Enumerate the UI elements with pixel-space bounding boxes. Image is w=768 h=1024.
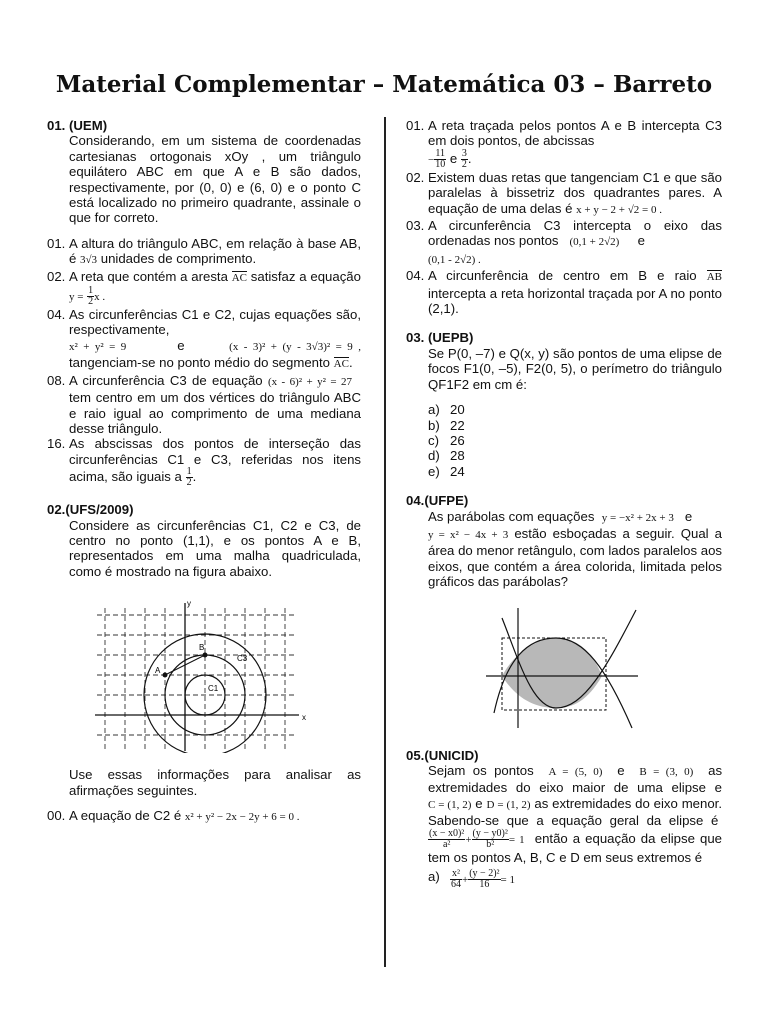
period: . <box>192 469 197 485</box>
fraction <box>428 829 465 850</box>
q2-statement-04 <box>406 268 722 316</box>
fraction-denominator: 2 <box>186 477 192 489</box>
period: . <box>348 355 353 371</box>
q2-statement-02 <box>406 170 722 218</box>
math-expr: y = <box>69 291 84 304</box>
math-expr: y = x² − 4x + 3 <box>428 528 509 541</box>
fraction-denominator: 2 <box>461 158 467 170</box>
fraction-numerator: 11 <box>435 147 446 159</box>
question-03-header: 03. (UEPB) <box>406 330 474 346</box>
math-expr: D = (1, 2) <box>486 798 531 811</box>
fraction-numerator: (y − 2)² <box>469 868 500 879</box>
statement-text: A altura do triângulo ABC, em relação à base AB, é <box>69 235 361 267</box>
math-expr: x + y − 2 + √2 = 0 . <box>576 203 662 216</box>
segment-ac: AC <box>231 271 247 284</box>
q1-statement-02 <box>47 269 361 307</box>
fraction-denominator: 64 <box>451 879 461 890</box>
q1-statement-16 <box>47 436 361 488</box>
point-b <box>203 653 208 658</box>
math-expr: x² + y² − 2x − 2y + 6 = 0 . <box>184 810 300 823</box>
item-number: 08. <box>47 372 66 388</box>
option-letter: a) <box>428 402 440 418</box>
page-title: Material Complementar – Matemática 03 – Barreto <box>55 71 713 98</box>
item-number: 04. <box>47 307 66 323</box>
question-03-intro: Se P(0, –7) e Q(x, y) são pontos de uma elipse de focos F1(0, –5), F2(0, 5), o perímetro do triângulo QF1F2 em cm é: <box>428 345 722 392</box>
math-expr: C = (1, 2) <box>428 798 472 811</box>
statement-text: As abscissas dos pontos de interseção das circunferências C1 e C3, referidas nos itens acima, são iguais a <box>69 436 361 485</box>
fraction <box>186 467 193 488</box>
statement-text: tangenciam-se no ponto médio do segmento <box>69 355 330 371</box>
question-02-after: Use essas informações para analisar as afirmações seguintes. <box>69 767 361 798</box>
option-value: 20 <box>450 402 465 418</box>
q2-statement-03 <box>406 218 722 268</box>
fraction-numerator: 3 <box>461 147 467 159</box>
option-value: 26 <box>450 432 465 448</box>
fraction-denominator: 16 <box>479 879 490 890</box>
circle-c1-label: C1 <box>208 684 219 694</box>
statement-text: as extremidades do eixo maior de uma elipse e <box>428 762 723 796</box>
option-letter: a) <box>428 869 440 884</box>
question-04-header: 04.(UFPE) <box>406 493 469 509</box>
plus-sign: + <box>465 833 472 846</box>
statement-text: A circunferência C3 de equação <box>69 372 263 388</box>
option-letter: b) <box>428 417 440 433</box>
item-number: 03. <box>406 218 425 234</box>
item-number: 00. <box>47 807 66 823</box>
option-letter: c) <box>428 432 439 448</box>
statement-text: as extremidades do eixo menor. Sabendo-se que a equação geral da elipse é <box>428 795 723 829</box>
statement-text: tem centro em um dos vértices do triângulo ABC e raio igual ao comprimento de uma mediana desse triângulo. <box>69 390 361 436</box>
column-divider <box>384 117 386 967</box>
question-01-header: 01. (UEM) <box>47 118 108 133</box>
statement-text: satisfaz a equação <box>250 268 361 284</box>
y-axis-label: y <box>187 599 191 609</box>
fraction-numerator: x² <box>452 868 460 879</box>
statement-text: As parábolas com equações <box>428 508 595 524</box>
statement-text: e <box>449 150 458 166</box>
fraction-denominator: 2 <box>88 296 94 308</box>
option-letter: e) <box>428 463 440 479</box>
item-number: 01. <box>47 235 66 251</box>
statement-text: As circunferências C1 e C2, cujas equações são, respectivamente, <box>69 307 361 338</box>
statement-text: e <box>617 762 625 778</box>
statement-text: e <box>475 795 483 811</box>
statement-text: A circunferência C3 intercepta o eixo das ordenadas nos pontos <box>428 218 722 249</box>
point-a <box>163 673 168 678</box>
statement-text: então a equação da elipse que tem os pontos A, B, C e D em seus extremos é <box>428 830 722 865</box>
fraction-numerator: 1 <box>186 466 192 478</box>
x-axis-label: x <box>302 713 306 723</box>
fraction <box>472 829 509 850</box>
item-number: 02. <box>47 268 66 284</box>
fraction-numerator: (x − x0)² <box>429 827 465 839</box>
fraction-denominator: 10 <box>435 158 446 170</box>
fraction-denominator: b² <box>486 838 495 850</box>
math-expr: B = (3, 0) <box>639 765 694 778</box>
right-column <box>406 118 722 890</box>
plus-sign: + <box>462 873 469 886</box>
shaded-region <box>502 638 602 708</box>
fraction-numerator: 1 <box>88 285 94 297</box>
statement-text: A reta traçada pelos pontos A e B intercepta C3 em dois pontos, de abcissas <box>428 118 722 149</box>
question-05-text <box>406 763 722 865</box>
point-b-label: B <box>199 643 205 653</box>
math-expr: (0,1 + 2√2) <box>569 236 620 249</box>
fraction <box>461 149 468 170</box>
statement-text: intercepta a reta horizontal traçada por A no ponto (2,1). <box>428 285 722 317</box>
question-03-option <box>406 464 722 479</box>
statement-text: A equação de C2 é <box>69 807 182 823</box>
statement-text: e <box>177 337 185 353</box>
question-03-option <box>406 418 722 433</box>
option-value: 24 <box>450 463 465 479</box>
question-01-intro: Considerando, em um sistema de coordenadas cartesianas ortogonais xOy , um triângulo equilátero ABC em que A e B são dados, respectivamente, por (0, 0) e (6, 0) e o ponto C está localizado no primeiro quadrante, assinale o que for correto. <box>69 133 361 226</box>
segment-ab: AB <box>706 271 722 284</box>
math-expr: A = (5, 0) <box>548 765 603 778</box>
question-02-intro: Considere as circunferências C1, C2 e C3, de centro no ponto (1,1), e os pontos A e B, representados em uma malha quadriculada, como é mostrado na figura abaixo. <box>69 517 361 579</box>
math-expr: x² + y² = 9 <box>69 340 127 353</box>
statement-text: e <box>637 233 646 249</box>
statement-text: e <box>684 508 693 524</box>
segment-ac: AC <box>333 358 349 371</box>
statement-text: A circunferência de centro em B e raio <box>428 268 697 284</box>
fraction <box>468 869 500 890</box>
fraction <box>434 149 446 170</box>
question-05-option-a <box>406 869 722 890</box>
question-04-text <box>406 509 722 590</box>
option-letter: d) <box>428 448 440 464</box>
question-02-header: 02.(UFS/2009) <box>47 502 134 518</box>
q1-statement-04 <box>47 307 361 373</box>
item-number: 02. <box>406 169 425 185</box>
parabolas-figure <box>406 598 722 738</box>
fraction-denominator: a² <box>442 838 451 850</box>
grid-lines <box>97 608 297 751</box>
question-03-option <box>406 448 722 463</box>
statement-text: estão esboçadas a seguir. Qual a área do menor retângulo, com lados paralelos aos eixos, que contém a área colorida, limitada pelos gráficos das parábolas? <box>428 525 722 590</box>
left-column <box>47 118 361 825</box>
statement-text: Existem duas retas que tangenciam C1 e que são paralelas à bissetriz dos quadrantes pares. A equação de uma delas é <box>428 169 722 216</box>
point-a-label: A <box>155 666 161 676</box>
statement-text: A reta que contém a aresta <box>69 268 228 284</box>
period: . <box>467 150 472 166</box>
circle-c3-label: C3 <box>237 654 248 664</box>
option-value: 22 <box>450 417 465 433</box>
minus-sign: − <box>428 153 435 166</box>
math-expr: (x - 3)² + (y - 3√3)² = 9 , <box>229 340 361 353</box>
question-03-options <box>406 402 722 479</box>
question-03-option <box>406 433 722 448</box>
fraction-numerator: (y − y0)² <box>472 827 508 839</box>
question-03-option <box>406 402 722 417</box>
math-expr: x . <box>94 291 106 304</box>
q1-statement-01 <box>47 236 361 269</box>
q2-statement-00 <box>47 808 361 825</box>
fraction <box>450 869 462 890</box>
math-expr: y = −x² + 2x + 3 <box>601 511 674 524</box>
item-number: 16. <box>47 436 66 452</box>
circles-grid-figure <box>47 593 361 753</box>
statement-text: Sejam os pontos <box>428 762 534 778</box>
math-expr: (x - 6)² + y² = 27 <box>267 375 352 388</box>
item-number: 01. <box>406 118 425 133</box>
q2-statement-01 <box>406 118 722 170</box>
item-number: 04. <box>406 268 425 284</box>
equals-one: = 1 <box>508 833 525 846</box>
math-expr: (0,1 - 2√2) . <box>428 253 481 266</box>
math-expr: 3√3 <box>80 254 98 267</box>
option-value: 28 <box>450 448 465 464</box>
q1-statement-08 <box>47 373 361 437</box>
question-05-header: 05.(UNICID) <box>406 747 479 763</box>
statement-text: unidades de comprimento. <box>100 251 257 267</box>
equals-one: = 1 <box>500 873 515 886</box>
